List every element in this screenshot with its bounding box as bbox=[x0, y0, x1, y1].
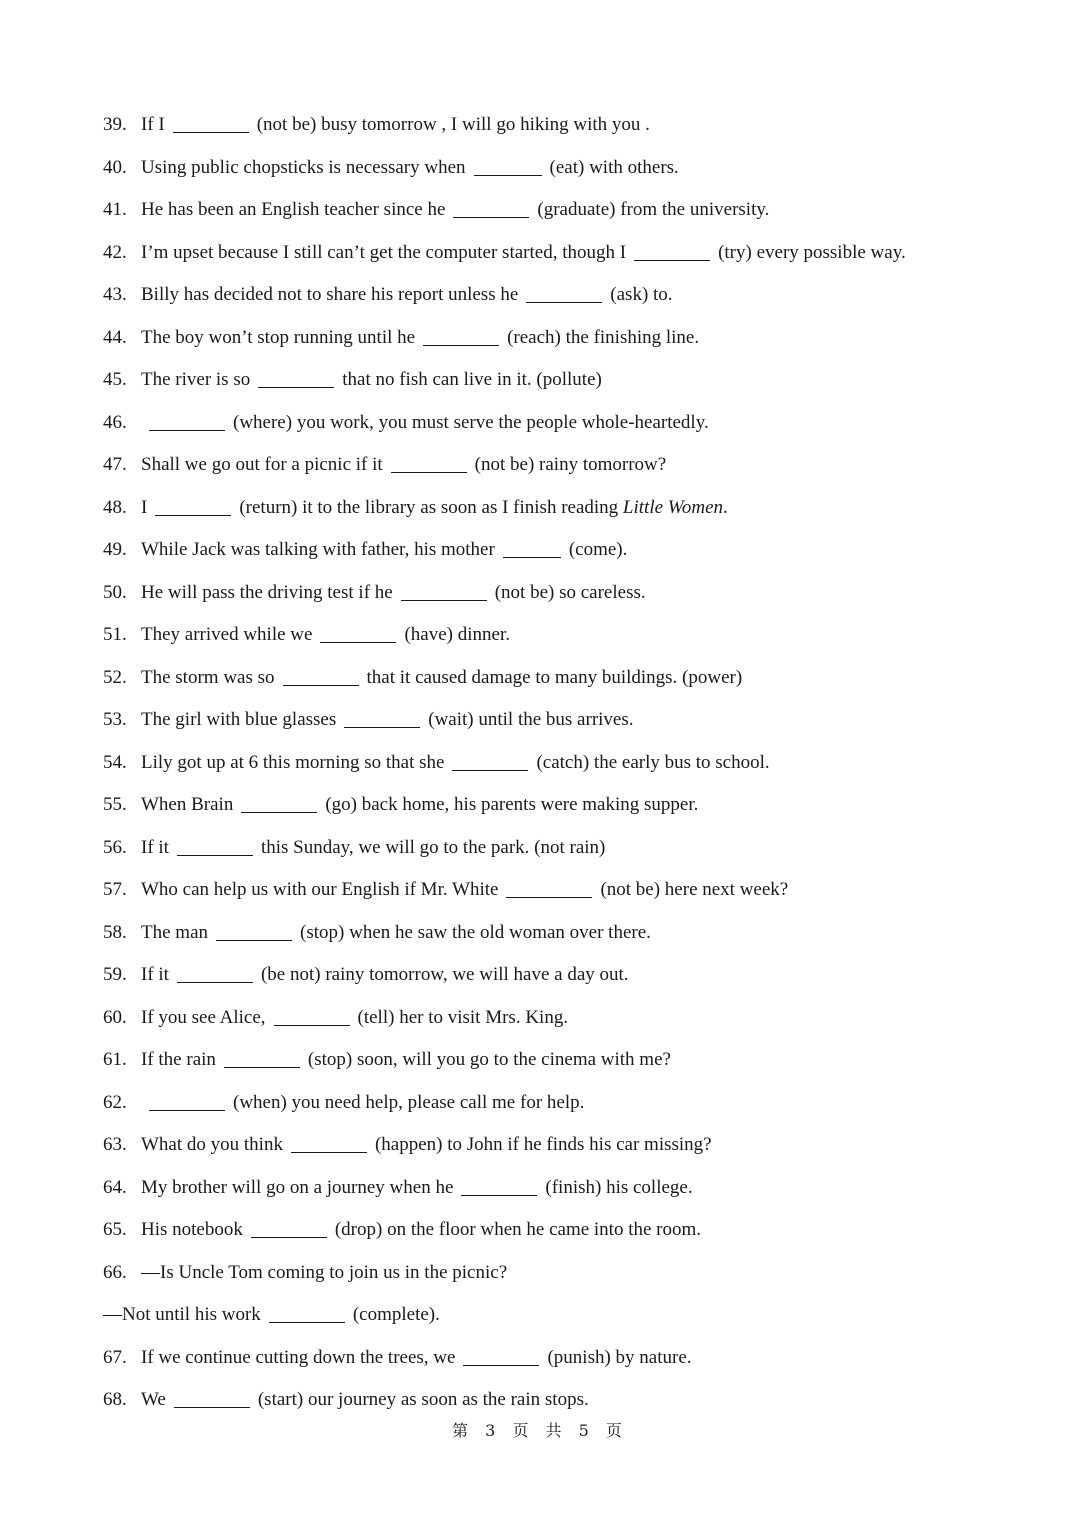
question-item bbox=[103, 742, 1003, 785]
question-item bbox=[103, 1124, 1003, 1167]
answer-blank[interactable] bbox=[391, 471, 467, 473]
page-footer: 第 3 页 共 5 页 bbox=[452, 1421, 628, 1440]
answer-blank[interactable] bbox=[526, 301, 602, 303]
question-text-after: (stop) when he saw the old woman over there. bbox=[300, 921, 651, 943]
question-text-after: (catch) the early bus to school. bbox=[536, 751, 770, 773]
question-text: Billy has decided not to share his report unless he bbox=[141, 284, 519, 305]
answer-blank[interactable] bbox=[149, 1109, 225, 1111]
question-number: 59. bbox=[103, 964, 127, 985]
question-number: 43. bbox=[103, 284, 127, 305]
question-number: 48. bbox=[103, 496, 127, 518]
question-number: 58. bbox=[103, 921, 127, 943]
question-text-after: (go) back home, his parents were making supper. bbox=[325, 794, 699, 815]
question-item bbox=[103, 147, 1003, 190]
answer-blank[interactable] bbox=[269, 1321, 345, 1323]
question-number: 64. bbox=[103, 1176, 127, 1198]
answer-blank[interactable] bbox=[503, 556, 561, 558]
question-item bbox=[103, 359, 1003, 402]
question-text: If the rain bbox=[141, 1049, 216, 1070]
question-item bbox=[103, 657, 1003, 700]
question-text-after: that it caused damage to many buildings. (power) bbox=[366, 666, 743, 688]
book-title: Little Women bbox=[622, 496, 724, 518]
question-text-after: (not be) here next week? bbox=[600, 879, 789, 900]
question-item bbox=[103, 487, 1003, 530]
question-text-after: (try) every possible way. bbox=[718, 241, 906, 263]
question-item bbox=[103, 232, 1003, 275]
answer-blank[interactable] bbox=[251, 1236, 327, 1238]
question-number: 50. bbox=[103, 581, 127, 603]
question-number: 39. bbox=[103, 114, 127, 135]
question-text: I bbox=[141, 496, 148, 518]
answer-blank[interactable] bbox=[320, 641, 396, 643]
question-item bbox=[103, 274, 1003, 317]
question-item bbox=[103, 1252, 1003, 1295]
question-item bbox=[103, 572, 1003, 615]
answer-blank[interactable] bbox=[177, 981, 253, 983]
question-text-after: (not be) busy tomorrow , I will go hiking with you . bbox=[256, 114, 650, 135]
answer-blank[interactable] bbox=[423, 344, 499, 346]
question-text: If we continue cutting down the trees, we bbox=[141, 1346, 456, 1368]
question-text-after: (stop) soon, will you go to the cinema with me? bbox=[307, 1049, 671, 1070]
answer-blank[interactable] bbox=[177, 854, 253, 856]
answer-blank[interactable] bbox=[258, 386, 334, 388]
question-item bbox=[103, 784, 1003, 827]
question-text-after: that no fish can live in it. (pollute) bbox=[342, 369, 602, 390]
question-text-after: (start) our journey as soon as the rain stops. bbox=[257, 1389, 589, 1410]
question-text: His notebook bbox=[141, 1219, 243, 1240]
question-text-after: (where) you work, you must serve the people whole-heartedly. bbox=[233, 411, 709, 433]
question-item bbox=[103, 869, 1003, 912]
question-text-after: (not be) rainy tomorrow? bbox=[474, 454, 667, 475]
question-text-after: (complete). bbox=[352, 1304, 440, 1325]
question-text-after: (return) it to the library as soon as I finish reading bbox=[239, 496, 619, 518]
question-item bbox=[103, 529, 1003, 572]
answer-blank[interactable] bbox=[634, 259, 710, 261]
answer-blank[interactable] bbox=[344, 726, 420, 728]
question-text-after: (reach) the finishing line. bbox=[507, 326, 700, 348]
question-text-after: (graduate) from the university. bbox=[537, 199, 770, 220]
question-number: 68. bbox=[103, 1389, 127, 1410]
answer-blank[interactable] bbox=[453, 216, 529, 218]
question-number: 66. bbox=[103, 1261, 127, 1283]
question-item bbox=[103, 1337, 1003, 1380]
question-text: Shall we go out for a picnic if it bbox=[141, 454, 383, 475]
question-item bbox=[103, 699, 1003, 742]
question-text-after: (have) dinner. bbox=[404, 624, 510, 645]
question-item bbox=[103, 997, 1003, 1040]
question-number: 54. bbox=[103, 751, 127, 773]
question-number: 49. bbox=[103, 539, 127, 560]
question-text: When Brain bbox=[141, 794, 234, 815]
question-text-after: (drop) on the floor when he came into the room. bbox=[334, 1219, 702, 1240]
question-item bbox=[103, 189, 1003, 232]
question-number: 56. bbox=[103, 836, 127, 858]
question-item bbox=[103, 1039, 1003, 1082]
question-number: 60. bbox=[103, 1006, 127, 1028]
question-number: 51. bbox=[103, 624, 127, 645]
question-text-after: (wait) until the bus arrives. bbox=[428, 709, 634, 730]
question-text-after: (ask) to. bbox=[610, 284, 673, 305]
question-item bbox=[103, 1082, 1003, 1125]
question-text: My brother will go on a journey when he bbox=[141, 1176, 454, 1198]
question-number: 61. bbox=[103, 1049, 127, 1070]
question-number: 67. bbox=[103, 1346, 127, 1368]
question-item bbox=[103, 912, 1003, 955]
question-text: The storm was so bbox=[141, 666, 275, 688]
question-tail: . bbox=[723, 496, 728, 518]
question-number: 62. bbox=[103, 1091, 127, 1113]
answer-blank[interactable] bbox=[274, 1024, 350, 1026]
question-item bbox=[103, 1209, 1003, 1252]
question-text: Who can help us with our English if Mr. White bbox=[141, 879, 499, 900]
question-text: What do you think bbox=[141, 1134, 283, 1155]
answer-blank[interactable] bbox=[173, 131, 249, 133]
question-number: 44. bbox=[103, 326, 127, 348]
answer-blank[interactable] bbox=[149, 429, 225, 431]
question-number: 53. bbox=[103, 709, 127, 730]
question-number: 45. bbox=[103, 369, 127, 390]
question-number: 46. bbox=[103, 411, 127, 433]
question-number: 40. bbox=[103, 156, 127, 178]
question-text-after: (when) you need help, please call me for help. bbox=[233, 1091, 585, 1113]
question-text-after: (be not) rainy tomorrow, we will have a day out. bbox=[260, 964, 629, 985]
question-text: He will pass the driving test if he bbox=[141, 581, 393, 603]
question-text: Using public chopsticks is necessary when bbox=[141, 156, 466, 178]
question-item bbox=[103, 954, 1003, 997]
question-text: I’m upset because I still can’t get the computer started, though I bbox=[141, 241, 627, 263]
answer-blank[interactable] bbox=[506, 896, 592, 898]
question-item bbox=[103, 614, 1003, 657]
question-number: 65. bbox=[103, 1219, 127, 1240]
answer-blank[interactable] bbox=[155, 514, 231, 516]
question-text: The man bbox=[141, 921, 209, 943]
question-item bbox=[103, 1379, 1003, 1422]
answer-blank[interactable] bbox=[291, 1151, 367, 1153]
question-item bbox=[103, 444, 1003, 487]
answer-blank[interactable] bbox=[283, 684, 359, 686]
question-number: 47. bbox=[103, 454, 127, 475]
answer-blank[interactable] bbox=[474, 174, 542, 176]
question-item bbox=[103, 104, 1003, 147]
question-text-after: (happen) to John if he finds his car missing? bbox=[374, 1134, 712, 1155]
question-text-after: (tell) her to visit Mrs. King. bbox=[357, 1006, 569, 1028]
answer-blank[interactable] bbox=[463, 1364, 539, 1366]
question-text-after: (eat) with others. bbox=[549, 156, 679, 178]
question-text: If you see Alice, bbox=[141, 1006, 266, 1028]
question-text: The boy won’t stop running until he bbox=[141, 326, 416, 348]
question-list bbox=[103, 104, 1003, 1422]
question-text-after: (punish) by nature. bbox=[547, 1346, 692, 1368]
question-number: 52. bbox=[103, 666, 127, 688]
question-text: We bbox=[141, 1389, 166, 1410]
question-number: 42. bbox=[103, 241, 127, 263]
question-item bbox=[103, 402, 1003, 445]
question-text: They arrived while we bbox=[141, 624, 313, 645]
answer-blank[interactable] bbox=[216, 939, 292, 941]
question-item bbox=[103, 317, 1003, 360]
question-text-after: this Sunday, we will go to the park. (not rain) bbox=[260, 836, 606, 858]
question-item bbox=[103, 1294, 1003, 1337]
question-number: 63. bbox=[103, 1134, 127, 1155]
question-text: —Not until his work bbox=[103, 1304, 261, 1325]
question-text-after: (not be) so careless. bbox=[494, 581, 646, 603]
question-text-after: (come). bbox=[568, 539, 628, 560]
question-item bbox=[103, 827, 1003, 870]
question-text: If I bbox=[141, 114, 165, 135]
question-text: If it bbox=[141, 964, 169, 985]
answer-blank[interactable] bbox=[224, 1066, 300, 1068]
question-text: He has been an English teacher since he bbox=[141, 199, 446, 220]
answer-blank[interactable] bbox=[452, 769, 528, 771]
question-text: While Jack was talking with father, his mother bbox=[141, 539, 495, 560]
answer-blank[interactable] bbox=[174, 1406, 250, 1408]
answer-blank[interactable] bbox=[241, 811, 317, 813]
question-number: 55. bbox=[103, 794, 127, 815]
answer-blank[interactable] bbox=[401, 599, 487, 601]
question-text: The girl with blue glasses bbox=[141, 709, 337, 730]
answer-blank[interactable] bbox=[461, 1194, 537, 1196]
question-text-after: (finish) his college. bbox=[545, 1176, 693, 1198]
question-text: —Is Uncle Tom coming to join us in the picnic? bbox=[141, 1261, 508, 1283]
question-text: If it bbox=[141, 836, 169, 858]
question-item bbox=[103, 1167, 1003, 1210]
question-number: 57. bbox=[103, 879, 127, 900]
question-number: 41. bbox=[103, 199, 127, 220]
question-text: Lily got up at 6 this morning so that she bbox=[141, 751, 445, 773]
question-text: The river is so bbox=[141, 369, 251, 390]
